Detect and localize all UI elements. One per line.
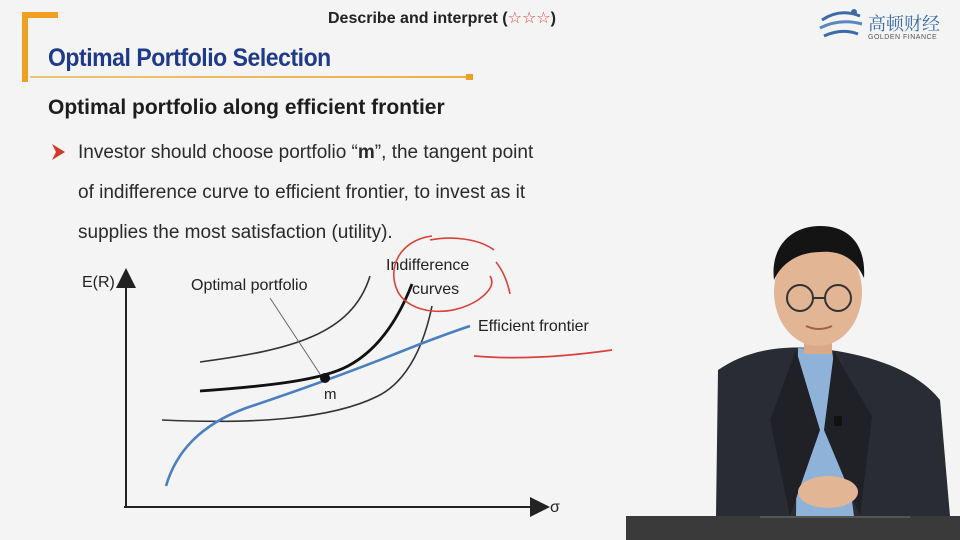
y-axis-label: E(R): [82, 274, 115, 291]
section-title: Optimal Portfolio Selection: [48, 44, 331, 72]
desk: [626, 516, 960, 540]
bullet-emphasis-m: m: [357, 142, 375, 163]
logo-chinese-name: 高顿财经: [868, 14, 940, 34]
optimal-portfolio-label: Optimal portfolio: [191, 277, 308, 294]
tangent-point-label: m: [324, 386, 337, 403]
indifference-curve-optimal: [200, 284, 412, 391]
lapel-mic-icon: [834, 416, 842, 426]
bullet-line-1-rest: the tangent point: [391, 142, 534, 163]
difficulty-header: Describe and interpret (☆☆☆): [328, 10, 556, 27]
x-axis-label: σ: [550, 499, 560, 516]
efficient-frontier-curve: [166, 326, 470, 486]
subheading: Optimal portfolio along efficient frontier: [48, 96, 445, 119]
bullet-prefix: Investor should choose portfolio “: [78, 142, 358, 163]
tangent-point-m: [320, 373, 330, 383]
indifference-label-line-2: curves: [412, 281, 460, 298]
difficulty-stars: ☆☆☆: [507, 10, 551, 27]
describe-interpret-label: Describe and interpret: [328, 10, 498, 27]
logo-english-name: GOLDEN FINANCE: [868, 34, 938, 41]
presenter-hand: [798, 476, 858, 508]
indifference-label-line-1: Indifference: [386, 257, 470, 274]
presenter-video: [620, 220, 960, 540]
bullet-line-2: of indifference curve to efficient frontier, to invest as it: [78, 182, 526, 203]
efficient-frontier-label: Efficient frontier: [478, 318, 589, 335]
handwritten-underline-annotation: [474, 350, 612, 358]
bullet-suffix: ”,: [374, 142, 392, 163]
bullet-line-3: supplies the most satisfaction (utility).: [78, 222, 393, 243]
